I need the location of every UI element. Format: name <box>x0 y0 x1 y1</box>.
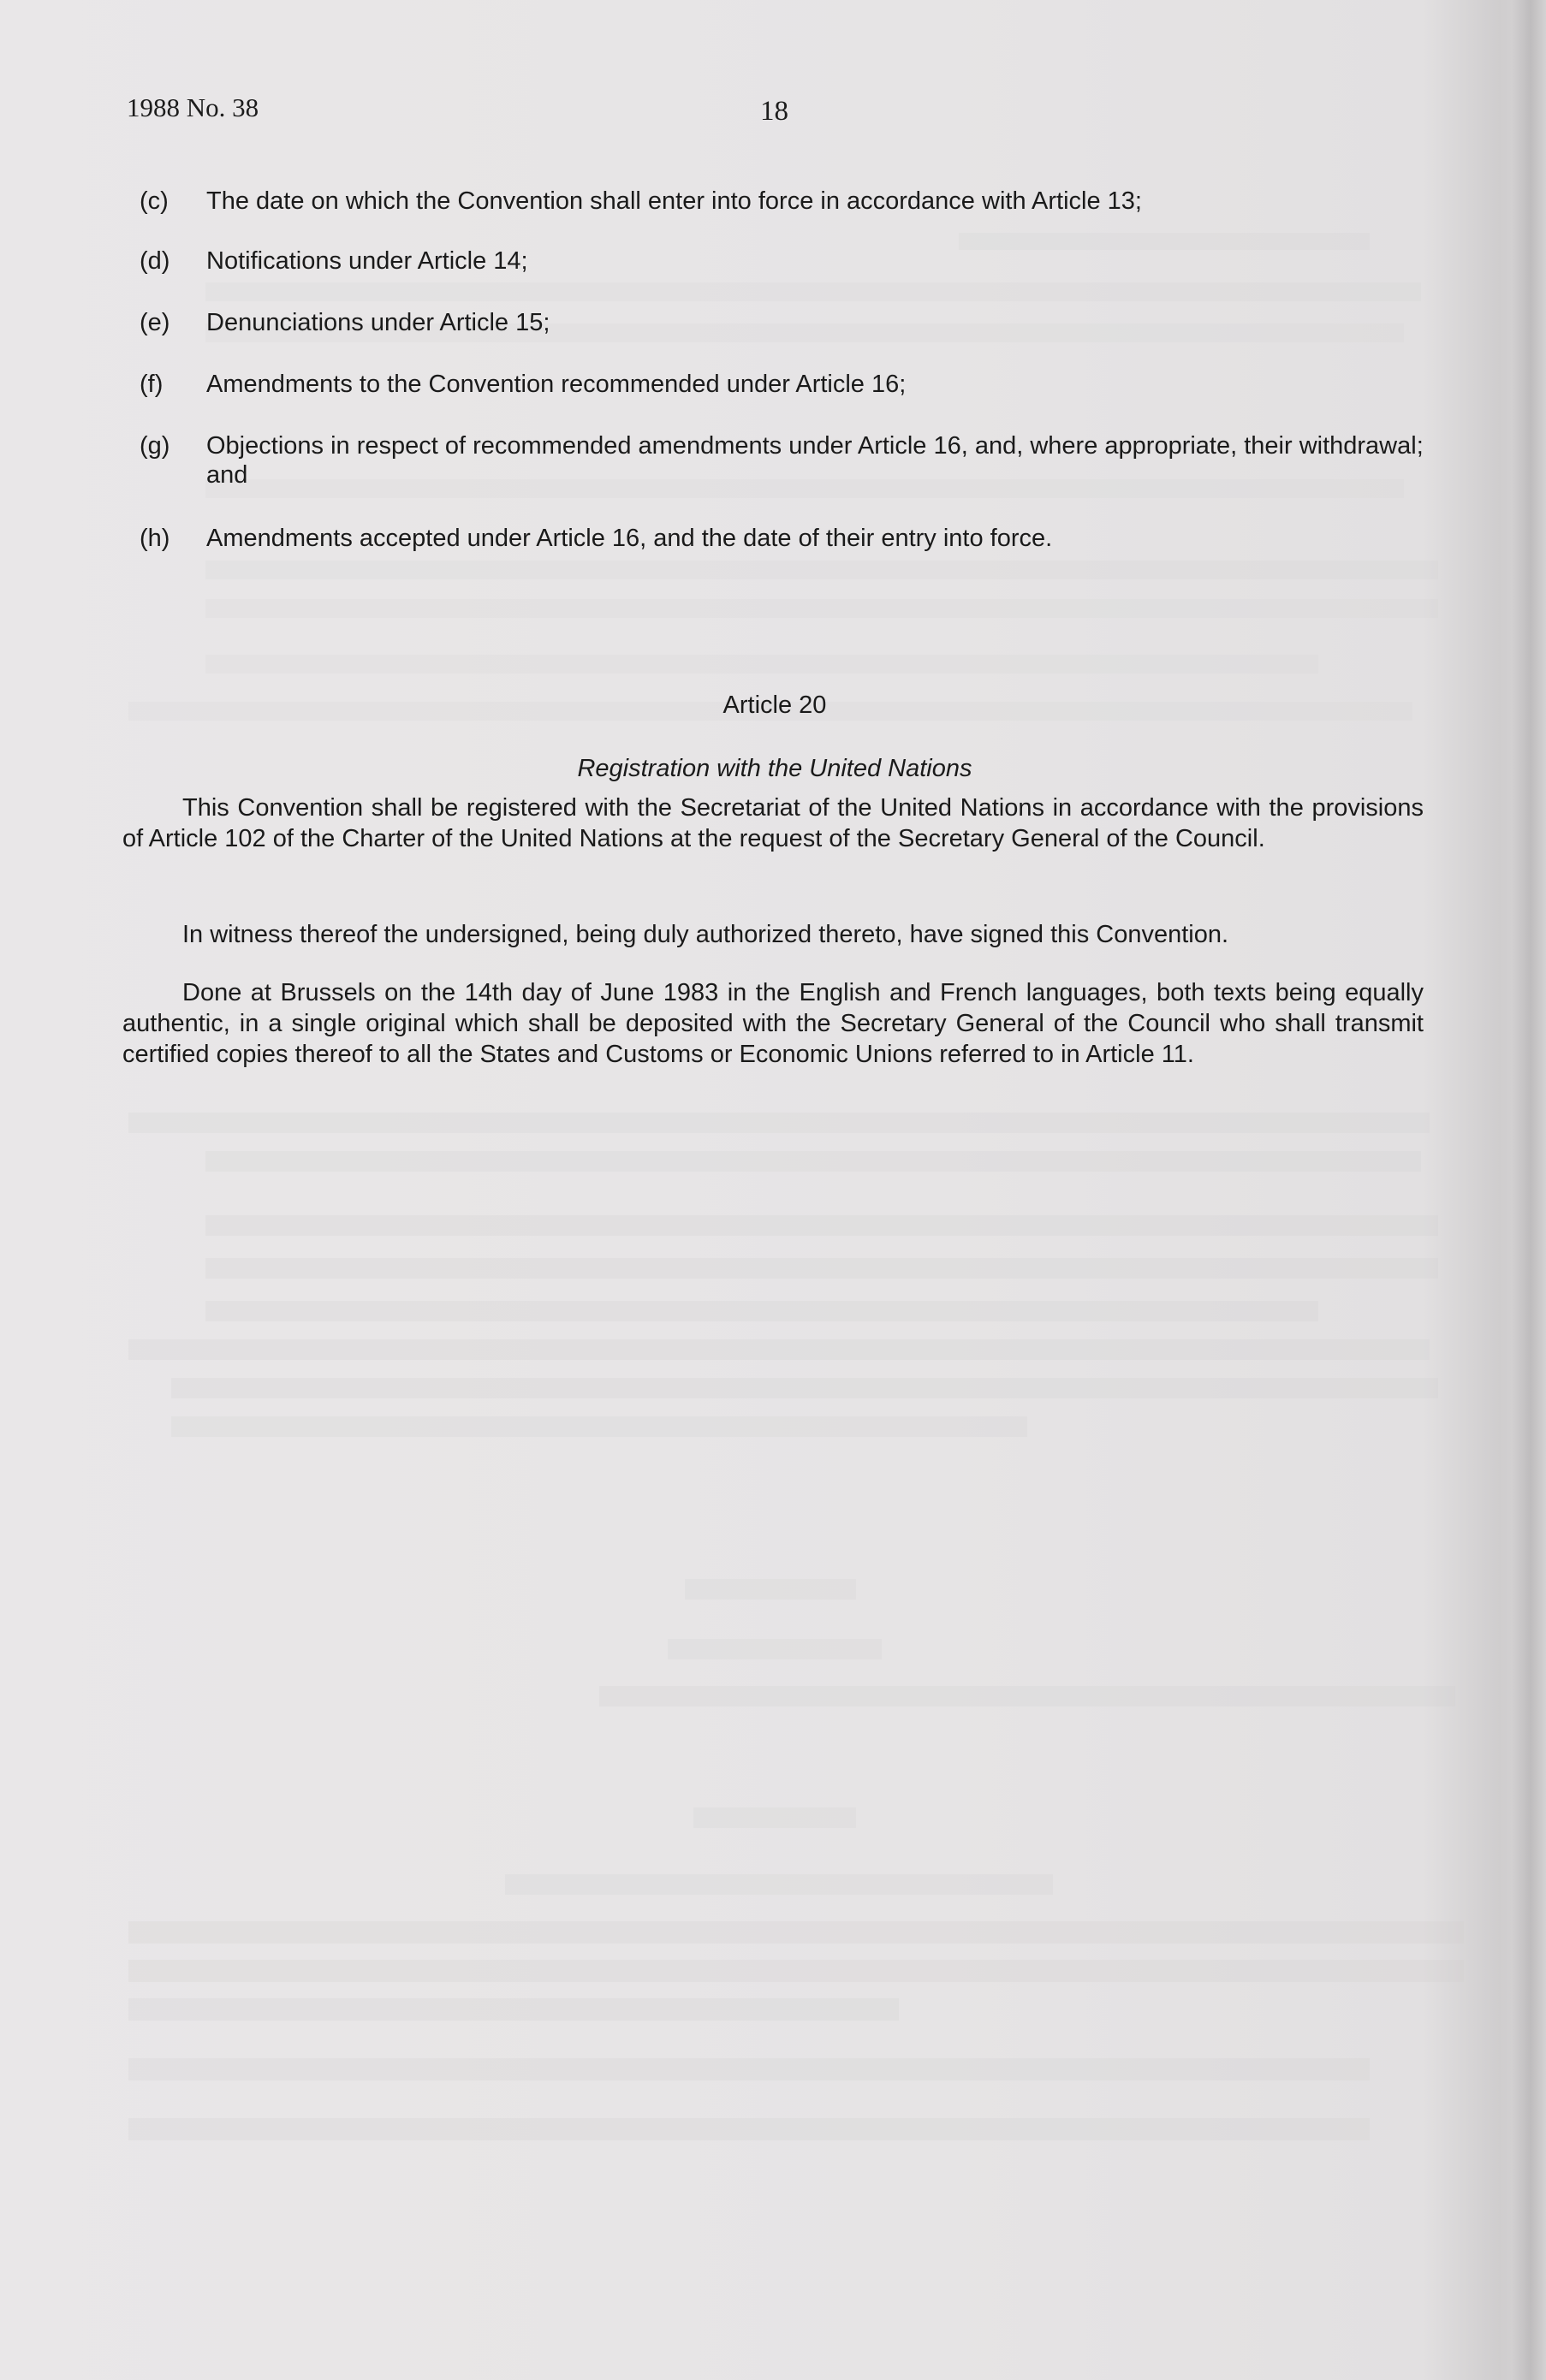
article-subheading: Registration with the United Nations <box>577 755 972 782</box>
show-through-line <box>128 1960 1464 1982</box>
witness-clause: In witness thereof the undersigned, being duly authorized thereto, have signed this Convention. <box>182 921 1229 948</box>
list-item-text: Amendments accepted under Article 16, and the date of their entry into force. <box>206 525 1053 552</box>
show-through-line <box>128 2058 1370 2080</box>
show-through-line <box>205 1151 1421 1172</box>
show-through-line <box>505 1874 1053 1895</box>
list-item-label: (e) <box>140 309 170 336</box>
article-heading: Article 20 <box>722 691 827 719</box>
document-reference: 1988 No. 38 <box>127 92 259 122</box>
show-through-line <box>205 1258 1438 1279</box>
show-through-line <box>128 1113 1430 1133</box>
show-through-line <box>693 1807 856 1828</box>
page-edge-shadow <box>1512 0 1546 2380</box>
show-through-line <box>205 655 1318 674</box>
show-through-line <box>171 1378 1438 1398</box>
list-item-label: (f) <box>140 371 164 398</box>
show-through-line <box>205 282 1421 301</box>
list-item-label: (d) <box>140 247 170 275</box>
list-item-label: (g) <box>140 432 170 460</box>
show-through-line <box>205 561 1438 579</box>
show-through-line <box>205 599 1438 618</box>
article-body: This Convention shall be registered with the Secretariat of the United Nations in accordance with the provisions of Article 102 of the Charter of the United Nations at the request of the Secretary General of the Council. <box>122 794 1424 852</box>
list-item <box>140 524 1432 553</box>
list-item-label: (h) <box>140 525 170 552</box>
list-item <box>140 246 1432 276</box>
done-at-clause: Done at Brussels on the 14th day of June 1983 in the English and French languages, both texts being equally authentic, in a single original which shall be deposited with the Secretary General of the Council who shall transmit certified copies thereof to all the States and Customs or Economic Unions referred to in Article 11. <box>122 979 1424 1068</box>
list-item-text: Amendments to the Convention recommended under Article 16; <box>206 371 907 398</box>
list-item-label: (c) <box>140 187 169 215</box>
show-through-line <box>128 1998 899 2021</box>
show-through-line <box>128 1921 1464 1944</box>
show-through-line <box>685 1579 856 1600</box>
list-item <box>140 431 1432 490</box>
list-item-text: The date on which the Convention shall enter into force in accordance with Article 13; <box>206 187 1142 215</box>
list-item-text: Notifications under Article 14; <box>206 247 528 275</box>
show-through-line <box>171 1416 1027 1437</box>
list-item <box>140 308 1432 337</box>
show-through-line <box>128 1339 1430 1360</box>
list-item <box>140 370 1432 399</box>
show-through-line <box>205 1215 1438 1236</box>
show-through-line <box>128 2118 1370 2140</box>
list-item-text: Objections in respect of recommended amendments under Article 16, and, where appropriate, their withdrawal; and <box>206 432 1424 489</box>
show-through-line <box>668 1639 882 1659</box>
list-item-text: Denunciations under Article 15; <box>206 309 550 336</box>
show-through-line <box>599 1686 1455 1706</box>
page-number: 18 <box>760 96 788 127</box>
show-through-line <box>205 1301 1318 1321</box>
list-item <box>140 187 1432 216</box>
